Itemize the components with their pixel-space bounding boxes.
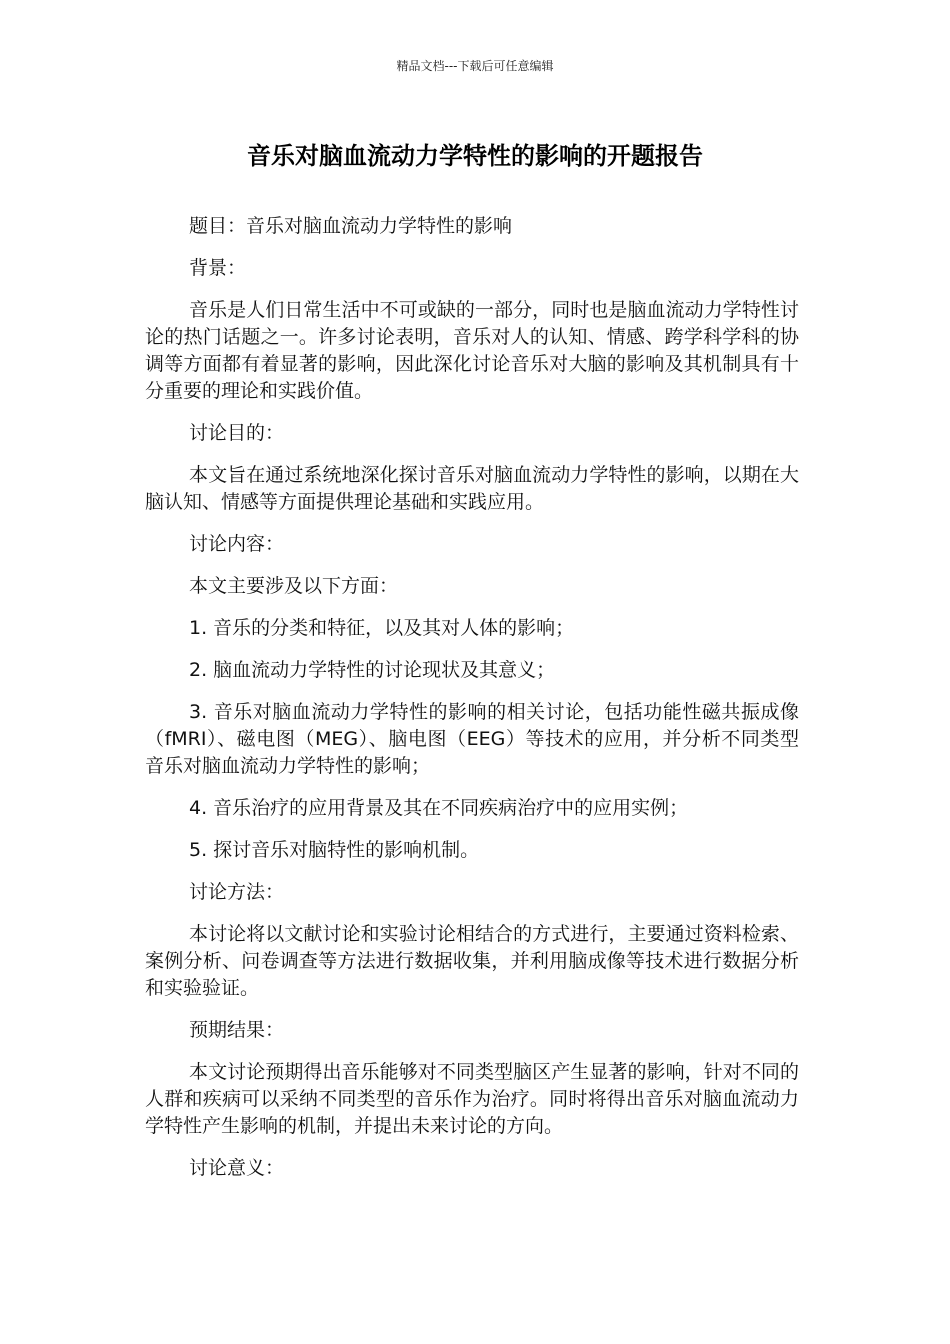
heading-purpose: 讨论目的： <box>189 422 285 444</box>
list-item: 2. 脑血流动力学特性的讨论现状及其意义； <box>189 659 556 681</box>
list-item: 4. 音乐治疗的应用背景及其在不同疾病治疗中的应用实例； <box>189 797 689 819</box>
heading-significance: 讨论意义： <box>189 1157 285 1179</box>
paragraph-background: 音乐是人们日常生活中不可或缺的一部分，同时也是脑血流动力学特性讨论的热门话题之一。许多讨论表明，音乐对人的认知、情感、跨学科学科的协调等方面都有着显著的影响，因此深化讨论音乐对大脑的影响及其机制具有十分重要的理论和实践价值。 <box>145 299 799 402</box>
document-title: 音乐对脑血流动力学特性的影响的开题报告 <box>247 142 703 170</box>
list-item: 5. 探讨音乐对脑特性的影响机制。 <box>189 839 480 861</box>
heading-content: 讨论内容： <box>189 533 285 555</box>
paragraph-method: 本讨论将以文献讨论和实验讨论相结合的方式进行，主要通过资料检索、案例分析、问卷调查等方法进行数据收集，并利用脑成像等技术进行数据分析和实验验证。 <box>145 923 799 999</box>
document-body <box>145 213 799 1197</box>
paragraph-expected-results: 本文讨论预期得出音乐能够对不同类型脑区产生显著的影响，针对不同的人群和疾病可以采纳不同类型的音乐作为治疗。同时将得出音乐对脑血流动力学特性产生影响的机制，并提出未来讨论的方向。 <box>145 1061 799 1137</box>
heading-expected-results: 预期结果： <box>189 1019 285 1041</box>
list-item: 3. 音乐对脑血流动力学特性的影响的相关讨论，包括功能性磁共振成像（fMRI）、磁电图（MEG）、脑电图（EEG）等技术的应用，并分析不同类型音乐对脑血流动力学特性的影响； <box>145 701 799 777</box>
header-note: 精品文档---下载后可任意编辑 <box>396 59 554 73</box>
paragraph-purpose: 本文旨在通过系统地深化探讨音乐对脑血流动力学特性的影响，以期在大脑认知、情感等方面提供理论基础和实践应用。 <box>145 464 799 513</box>
paragraph-topic: 题目：音乐对脑血流动力学特性的影响 <box>189 215 513 237</box>
heading-method: 讨论方法： <box>189 881 285 903</box>
list-item: 1. 音乐的分类和特征，以及其对人体的影响； <box>189 617 575 639</box>
heading-background: 背景： <box>189 257 247 279</box>
paragraph-content-intro: 本文主要涉及以下方面： <box>189 575 399 597</box>
